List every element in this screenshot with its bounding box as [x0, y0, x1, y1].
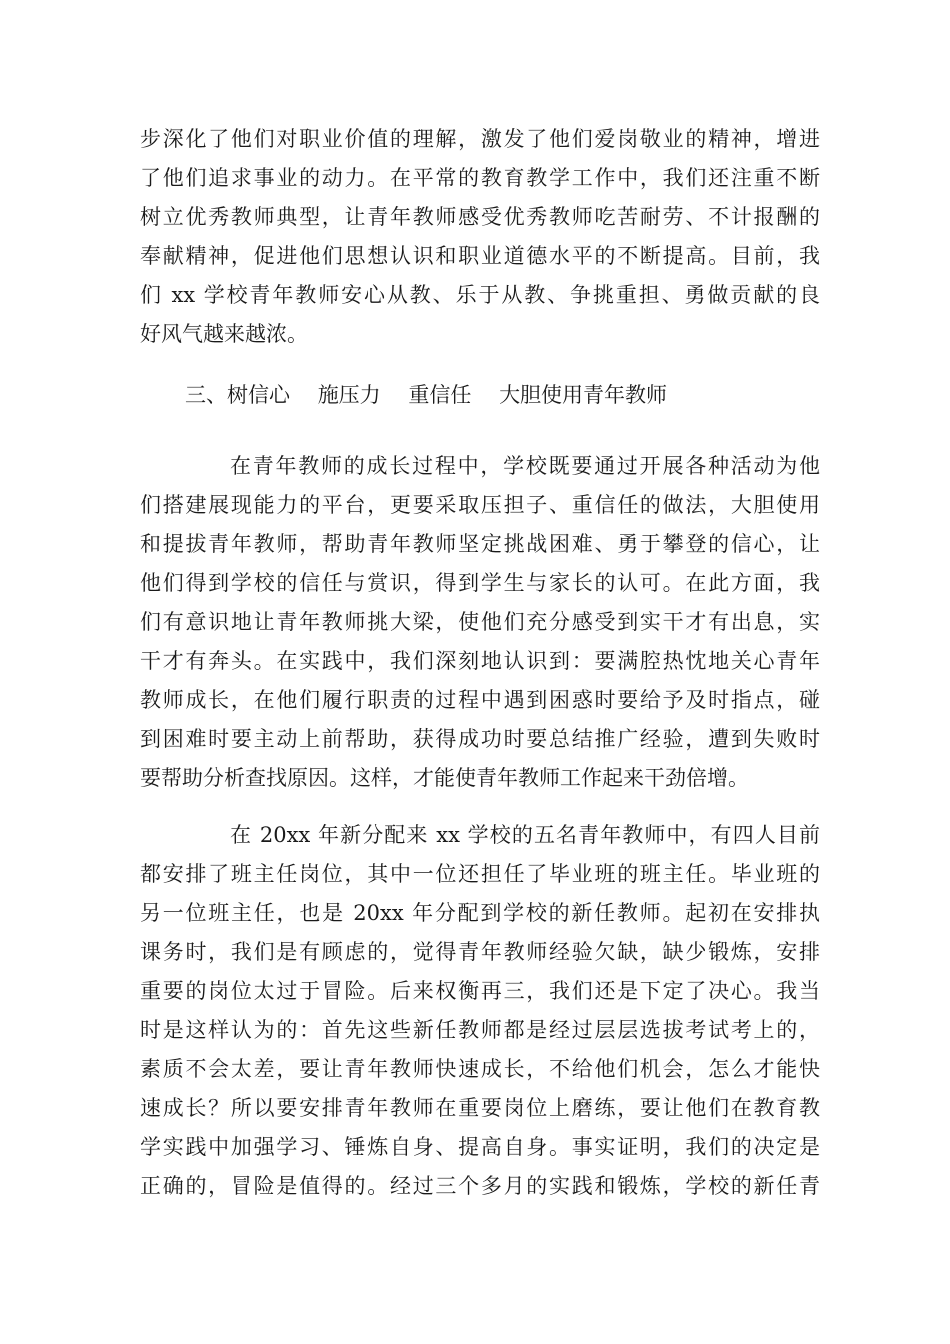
- paragraph-2: [140, 447, 820, 798]
- paragraph-line: 他们得到学校的信任与赏识，得到学生与家长的认可。在此方面，我: [140, 571, 820, 595]
- paragraph-line: 们搭建展现能力的平台，更要采取压担子、重信任的做法，大胆使用: [140, 493, 820, 517]
- paragraph-line: 奉献精神，促进他们思想认识和职业道德水平的不断提高。目前，我: [140, 244, 820, 268]
- paragraph-line: 们 xx 学校青年教师安心从教、乐于从教、争挑重担、勇做贡献的良: [140, 283, 820, 307]
- heading-part: 重信任: [408, 383, 472, 407]
- paragraph-line: 素质不会太差，要让青年教师快速成长，不给他们机会，怎么才能快: [140, 1057, 820, 1081]
- paragraph-line: 教师成长，在他们履行职责的过程中遇到困惑时要给予及时指点，碰: [140, 688, 820, 712]
- section-heading: [185, 376, 667, 415]
- paragraph-line: 干才有奔头。在实践中，我们深刻地认识到：要满腔热忱地关心青年: [140, 649, 820, 673]
- paragraph-line: 时是这样认为的：首先这些新任教师都是经过层层选拔考试考上的，: [140, 1018, 820, 1042]
- paragraph-line: 到困难时要主动上前帮助，获得成功时要总结推广经验，遭到失败时: [140, 727, 820, 751]
- heading-part: 三、树信心: [185, 383, 290, 407]
- paragraph-1: [140, 120, 820, 354]
- heading-part: 施压力: [317, 383, 381, 407]
- paragraph-line: 速成长？所以要安排青年教师在重要岗位上磨练，要让他们在教育教: [140, 1096, 820, 1120]
- paragraph-line: 学实践中加强学习、锤炼自身、提高自身。事实证明，我们的决定是: [140, 1135, 820, 1159]
- paragraph-line: 另一位班主任，也是 20xx 年分配到学校的新任教师。起初在安排执: [140, 901, 820, 925]
- paragraph-line: 要帮助分析查找原因。这样，才能使青年教师工作起来干劲倍增。: [140, 766, 749, 790]
- paragraph-line: 在 20xx 年新分配来 xx 学校的五名青年教师中，有四人目前: [230, 823, 820, 847]
- paragraph-line: 和提拔青年教师，帮助青年教师坚定挑战困难、勇于攀登的信心，让: [140, 532, 820, 556]
- heading-part: 大胆使用青年教师: [499, 383, 668, 407]
- paragraph-line: 树立优秀教师典型，让青年教师感受优秀教师吃苦耐劳、不计报酬的: [140, 205, 820, 229]
- paragraph-3: [140, 816, 820, 1206]
- paragraph-line: 在青年教师的成长过程中，学校既要通过开展各种活动为他: [230, 454, 820, 478]
- paragraph-line: 好风气越来越浓。: [140, 322, 308, 346]
- paragraph-line: 都安排了班主任岗位，其中一位还担任了毕业班的班主任。毕业班的: [140, 862, 820, 886]
- paragraph-line: 课务时，我们是有顾虑的，觉得青年教师经验欠缺，缺少锻炼，安排: [140, 940, 820, 964]
- paragraph-line: 重要的岗位太过于冒险。后来权衡再三，我们还是下定了决心。我当: [140, 979, 820, 1003]
- paragraph-line: 正确的，冒险是值得的。经过三个多月的实践和锻炼，学校的新任青: [140, 1174, 820, 1198]
- paragraph-line: 们有意识地让青年教师挑大梁，使他们充分感受到实干才有出息，实: [140, 610, 820, 634]
- paragraph-line: 步深化了他们对职业价值的理解，激发了他们爱岗敬业的精神，增进: [140, 127, 820, 151]
- paragraph-line: 了他们追求事业的动力。在平常的教育教学工作中，我们还注重不断: [140, 166, 820, 190]
